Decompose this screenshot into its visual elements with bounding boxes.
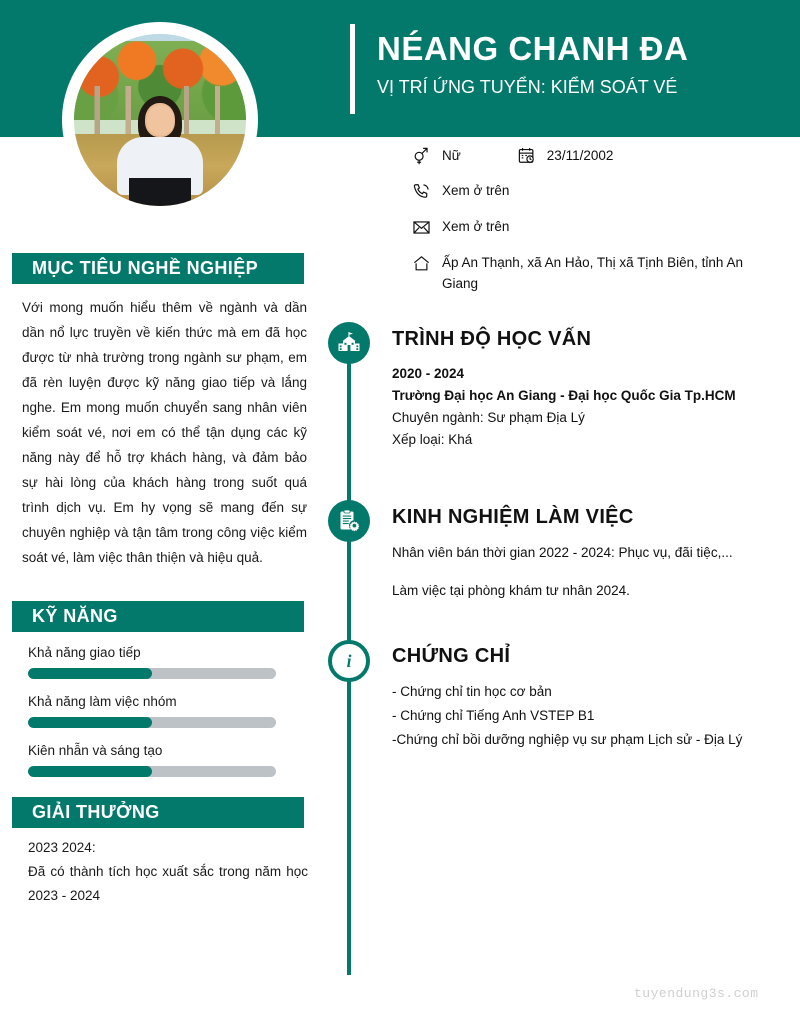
certificates-section: [392, 645, 792, 752]
address-value: Ấp An Thạnh, xã An Hảo, Thị xã Tịnh Biên, tỉnh An Giang: [442, 255, 743, 291]
skill-label: Khả năng làm việc nhóm: [28, 694, 177, 709]
phone-icon: [412, 180, 442, 202]
header-text-group: [377, 28, 787, 100]
skills-title: KỸ NĂNG: [32, 606, 118, 626]
photo-person-skirt: [129, 178, 191, 206]
gender-value: Nữ: [442, 147, 461, 163]
skill-item: [28, 645, 278, 679]
education-major: Chuyên ngành: Sư phạm Địa Lý: [392, 410, 585, 425]
gender-icon: [412, 144, 442, 166]
contact-row-address: [412, 252, 792, 294]
awards-body: [28, 836, 308, 908]
contact-gender: [412, 144, 461, 166]
calendar-clock-icon: [517, 144, 547, 166]
experience-title: KINH NGHIỆM LÀM VIỆC: [392, 506, 634, 528]
section-header-awards: [12, 797, 304, 828]
skill-item: [28, 694, 278, 728]
section-header-objective: [12, 253, 304, 284]
candidate-position: VỊ TRÍ ỨNG TUYỂN: KIỂM SOÁT VÉ: [377, 77, 678, 97]
clipboard-gear-icon: [328, 500, 370, 542]
objective-text: Với mong muốn hiểu thêm về ngành và dần dần nổ lực truyền về kiến thức mà em đã học được từ nhà trường trong ngành sư phạm, em đã rèn luyện được kỹ năng giao tiếp và lắng nghe. Em mong muốn chuyển sang nhân viên kiểm soát vé, nơi em có thể tận dụng các kỹ năng này để hỗ trợ khách hàng, và đảm bảo sự hài lòng của khách hàng trong suốt quá trình dịch vụ. Em hy vọng sẽ mang đến sự chuyên nghiệp và tận tâm trong công việc kiểm soát vé, làm việc thân thiện và hiệu quả.: [22, 300, 307, 565]
awards-title: GIẢI THƯỞNG: [32, 802, 160, 822]
watermark: tuyendung3s.com: [634, 986, 759, 1001]
contact-birthday: [517, 144, 614, 166]
awards-period: 2023 2024:: [28, 840, 96, 855]
header-divider: [350, 24, 355, 114]
experience-item: Nhân viên bán thời gian 2022 - 2024: Phục vụ, đãi tiệc,...: [392, 545, 733, 560]
certificates-title: CHỨNG CHỈ: [392, 645, 511, 667]
school-icon: [328, 322, 370, 364]
certificate-item: -Chứng chỉ bồi dưỡng nghiệp vụ sư phạm Lịch sử - Địa Lý: [392, 732, 743, 747]
contact-row-gender-birthday: [412, 144, 792, 166]
avatar: [74, 34, 246, 206]
contact-block: [412, 144, 792, 308]
contact-row-phone: [412, 180, 792, 202]
skill-fill: [28, 668, 152, 679]
photo-person-face: [147, 105, 174, 135]
experience-item: Làm việc tại phòng khám tư nhân 2024.: [392, 583, 630, 598]
envelope-icon: [412, 216, 442, 238]
skill-track: [28, 668, 276, 679]
certificate-item: - Chứng chỉ tin học cơ bản: [392, 684, 552, 699]
objective-title: MỤC TIÊU NGHỀ NGHIỆP: [32, 258, 259, 278]
skill-track: [28, 766, 276, 777]
section-header-skills: [12, 601, 304, 632]
experience-section: [392, 506, 792, 603]
education-grade: Xếp loại: Khá: [392, 432, 473, 447]
email-value[interactable]: Xem ở trên: [442, 219, 510, 234]
skill-label: Kiên nhẫn và sáng tạo: [28, 743, 163, 758]
awards-text: Đã có thành tích học xuất sắc trong năm học 2023 - 2024: [28, 864, 308, 903]
skill-track: [28, 717, 276, 728]
skill-item: [28, 743, 278, 777]
contact-row-email: [412, 216, 792, 238]
skill-fill: [28, 766, 152, 777]
certificate-item: - Chứng chỉ Tiếng Anh VSTEP B1: [392, 708, 595, 723]
skill-label: Khả năng giao tiếp: [28, 645, 141, 660]
education-period: 2020 - 2024: [392, 366, 465, 381]
home-icon: [412, 252, 442, 274]
svg-text:i: i: [346, 650, 352, 671]
birthday-value: 23/11/2002: [546, 147, 614, 163]
education-school: Trường Đại học An Giang - Đại học Quốc Gia Tp.HCM: [392, 388, 736, 403]
info-icon: [328, 640, 370, 682]
page-title: NÉANG CHANH ĐA: [377, 30, 689, 67]
skill-fill: [28, 717, 152, 728]
education-title: TRÌNH ĐỘ HỌC VẤN: [392, 328, 592, 350]
education-section: [392, 328, 792, 451]
phone-value[interactable]: Xem ở trên: [442, 183, 510, 198]
